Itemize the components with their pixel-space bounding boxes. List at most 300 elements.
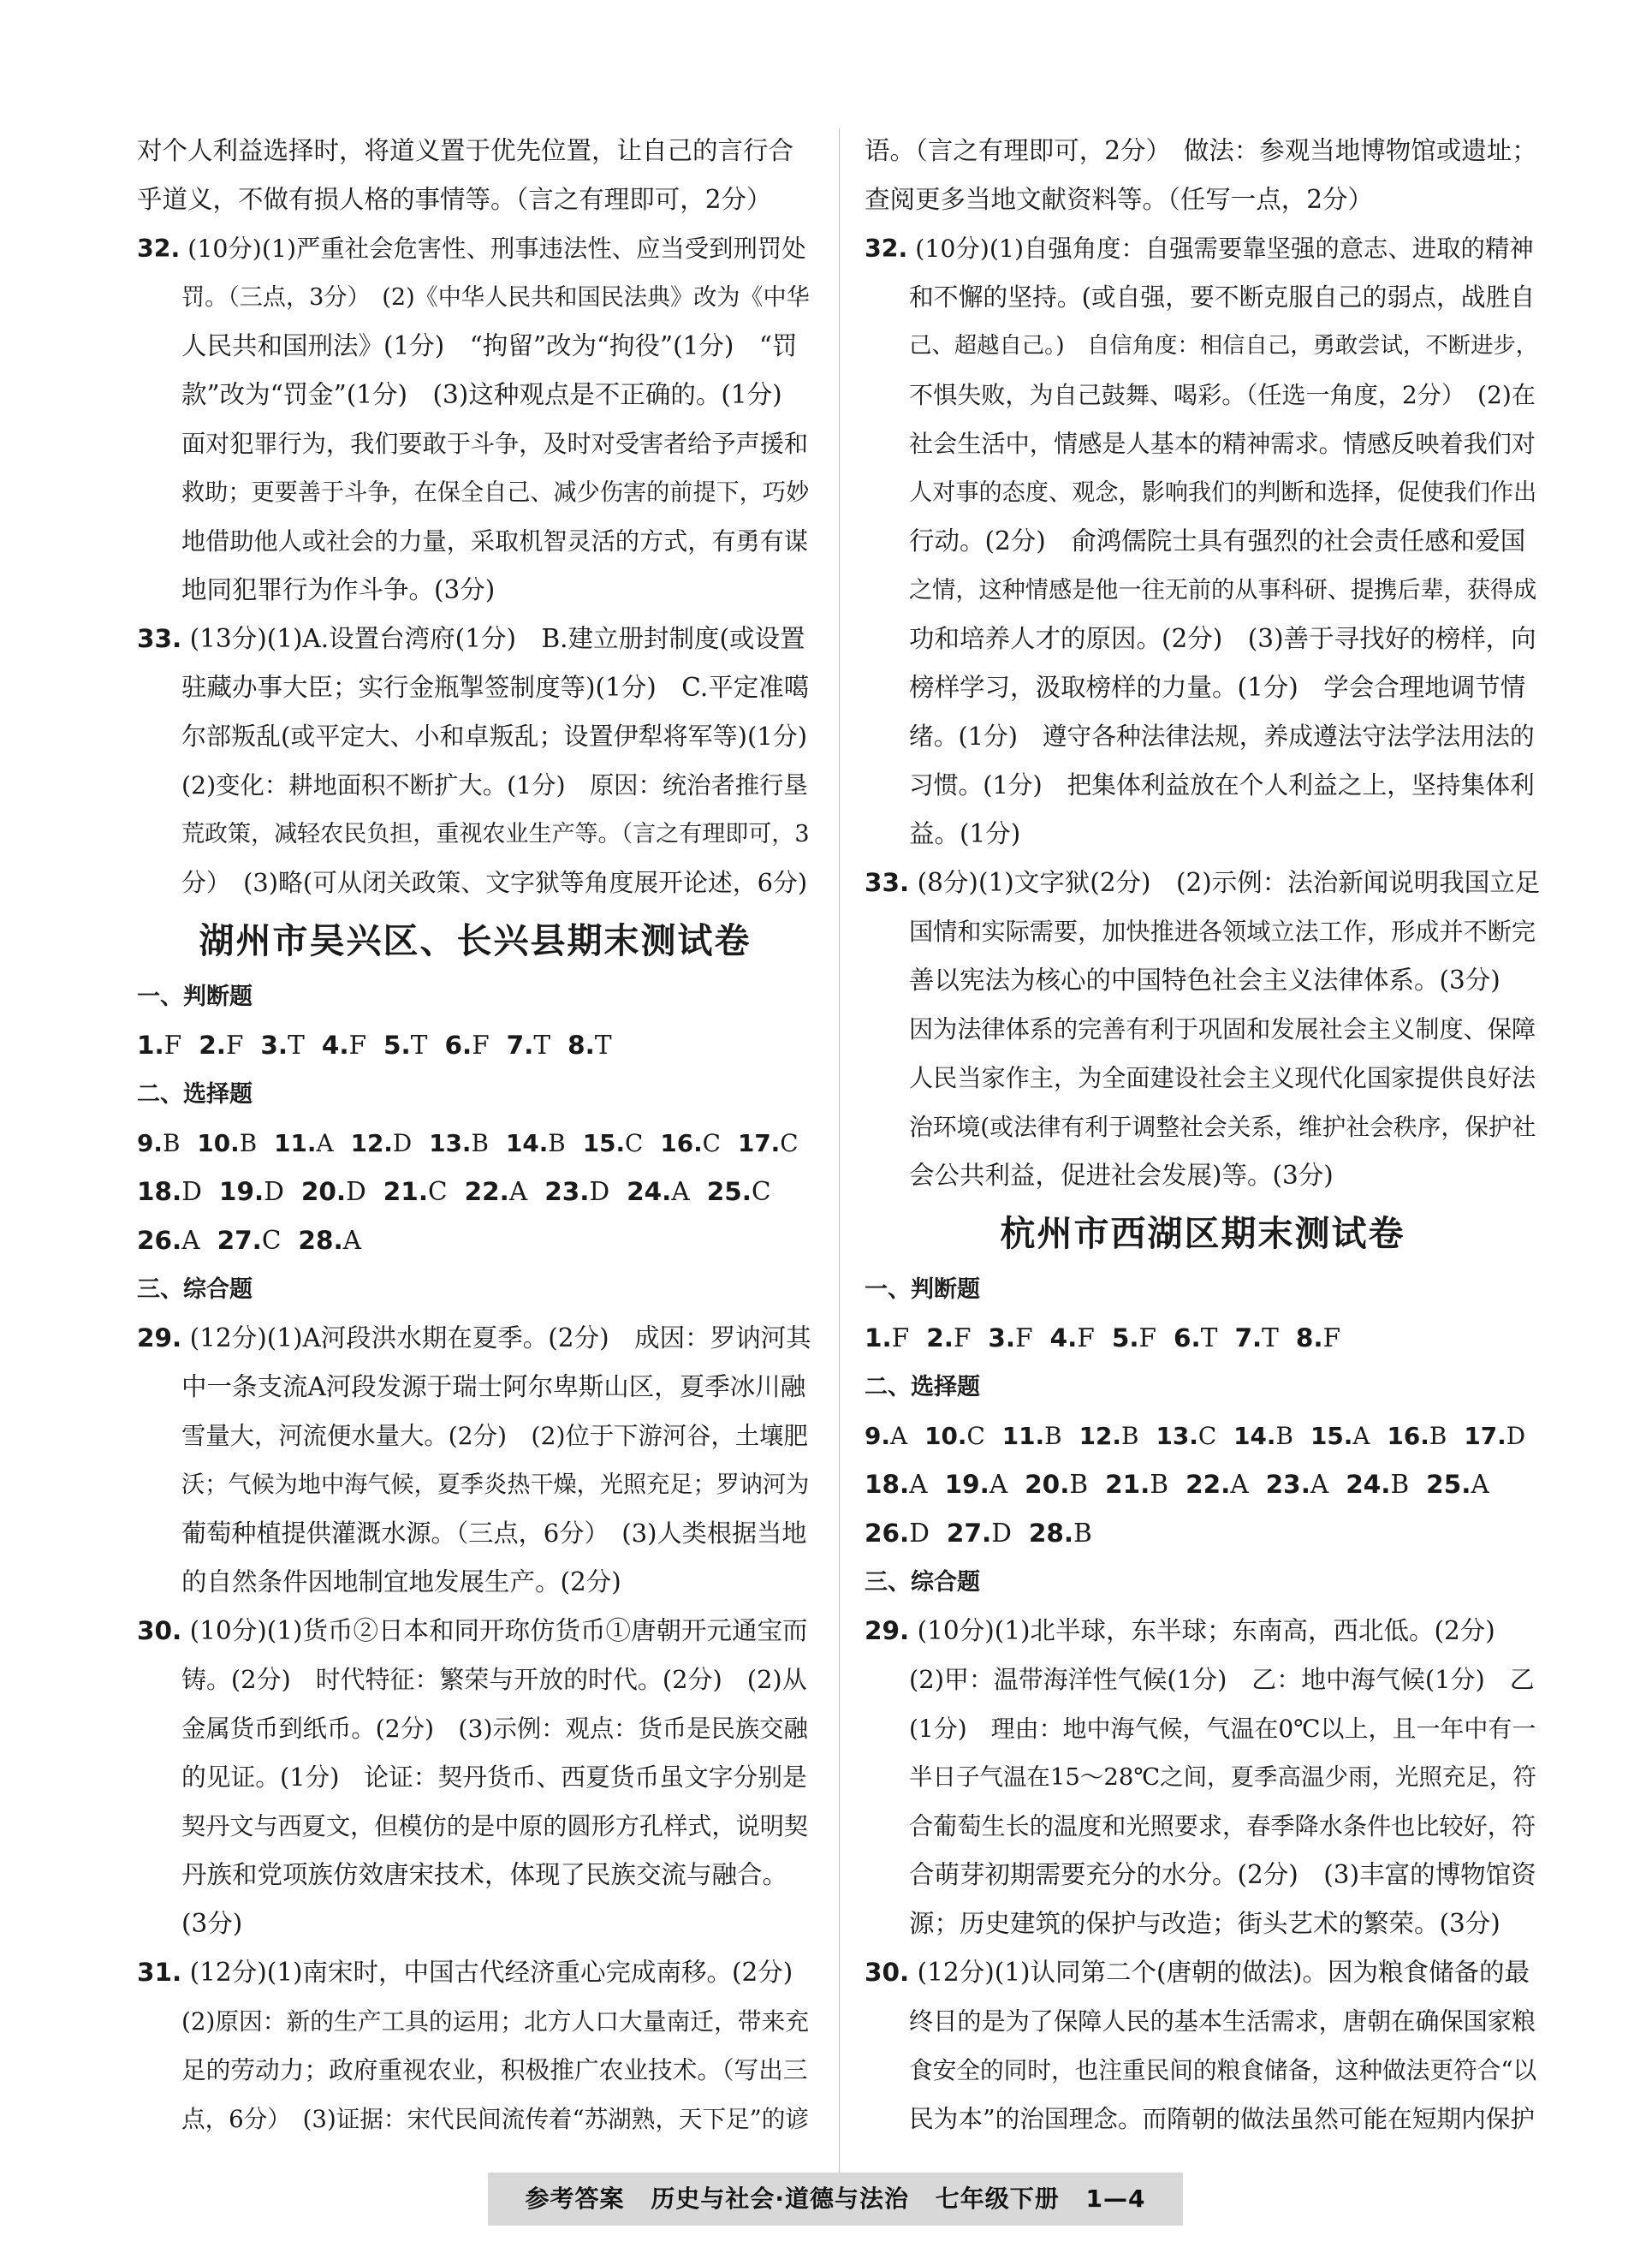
answer-key-number: 17. [737,1129,781,1157]
answer-key-value: B [471,1129,489,1157]
answer-key-item [274,1119,333,1168]
answer-key-item [627,1168,690,1216]
answer-text: 沃；气候为地中海气候，夏季炎热干燥，光照充足；罗讷河为 [181,1471,810,1498]
answer-key-value: A [1352,1422,1370,1450]
answer-key-value: A [889,1422,908,1450]
answer-text: 尔部叛乱(或平定大、小和卓叛乱；设置伊犁将军等)(1分) [181,722,808,751]
answer-key-item [1233,1412,1293,1460]
answer-text: 社会生活中，情感是人基本的精神需求。情感反映着我们对 [909,430,1536,458]
answer-key-number: 25. [1426,1470,1471,1499]
answer-key-item [444,1021,489,1070]
answer-text: (10分)(1)严重社会危害性、刑事违法性、应当受到刑罚处 [187,235,806,263]
answer-text: 食安全的同时，也注重民间的粮食储备，这种做法更符合“以 [909,2056,1537,2084]
answer-text: 善以宪法为核心的中国特色社会主义法律体系。(3分) [909,966,1500,995]
exam-title: 杭州市西湖区期末测试卷 [1000,1213,1405,1254]
answer-key-value: D [346,1177,366,1206]
answer-line [865,615,1541,663]
answer-key-item [1296,1314,1340,1363]
answer-key-number: 17. [1464,1422,1506,1450]
answer-text: 的自然条件因地制宜地发展生产。(2分) [181,1567,621,1596]
answer-key-number: 5. [1111,1323,1139,1352]
answer-text: 会公共利益，促进社会发展)等。(3分) [909,1161,1334,1190]
answer-line [865,663,1541,712]
answer-key-item [1156,1412,1216,1460]
footer-subject: 历史与社会·道德与法治 [651,2185,909,2213]
answer-key-number: 28. [298,1226,343,1255]
answer-key-value: A [342,1226,361,1255]
answer-text: (12分)(1)南宋时，中国古代经济重心完成南移。(2分) [189,1958,793,1987]
answer-text: 不惧失败，为自己鼓舞、喝彩。（任选一角度，2分） (2)在 [909,381,1536,409]
answer-text: 分） (3)略(可从闭关政策、文字狱等角度展开论述，6分) [181,868,808,897]
answer-key-value: A [1310,1470,1329,1499]
answer-text: 点，6分） (3)证据：宋代民间流传着“苏湖熟，天下足”的谚 [181,2105,809,2133]
answer-key-number: 12. [1079,1422,1121,1450]
text-line: 乎道义，不做有损人格的事情等。（言之有理即可，2分） [137,185,772,214]
answer-key-value: F [163,1031,182,1060]
answer-line [865,712,1541,761]
section-heading-comprehensive: 三、综合题 [137,1276,253,1303]
answer-key-item [506,1119,566,1168]
answer-line [865,1054,1541,1103]
answer-key-item [1346,1460,1409,1509]
answer-line [137,322,813,371]
answer-text: 契丹文与西夏文，但模仿的是中原的圆形方孔样式，说明契 [181,1812,809,1840]
question-number: 29. [865,1616,910,1645]
answer-key-number: 3. [988,1323,1016,1352]
answer-line [865,1753,1541,1802]
answer-line [865,273,1541,322]
answer-key-value: D [991,1519,1012,1548]
answer-line [865,859,1541,907]
answer-key-number: 11. [274,1129,317,1157]
answer-key-item [465,1168,528,1216]
answer-text: 源；历史建筑的保护与改造；街头艺术的繁荣。(3分) [909,1909,1500,1938]
answer-key-value: F [1322,1323,1341,1352]
answer-key-value: B [1150,1470,1169,1499]
answer-key-value: C [966,1422,985,1450]
question-number: 30. [865,1958,910,1987]
answer-key-item [926,1314,971,1363]
answer-key-item [865,1509,930,1558]
answer-key-value: D [1506,1422,1526,1450]
answer-key-number: 24. [1346,1470,1391,1499]
text-line: 语。（言之有理即可，2分） 做法：参观当地博物馆或遗址； [865,136,1537,165]
answer-key-value: B [1120,1422,1139,1450]
answer-key-number: 7. [506,1031,534,1060]
answer-key-value: A [671,1177,690,1206]
answer-line [137,761,813,810]
answer-key-row [137,1119,813,1168]
answer-line [137,1607,813,1656]
answer-key-item [660,1119,721,1168]
answer-line [865,322,1541,371]
answer-text: 和不懈的坚持。(或自强，要不断克服自己的弱点，战胜自 [909,282,1536,312]
answer-line [137,810,813,859]
answer-key-number: 1. [137,1031,164,1060]
answer-key-number: 2. [926,1323,954,1352]
answer-key-value: C [625,1129,644,1157]
question-32 [137,224,813,615]
answer-text: 功和培养人才的原因。(2分) (3)善于寻找好的榜样，向 [909,624,1536,653]
answer-line [137,1460,813,1509]
question-number: 32. [137,235,181,263]
answer-key-number: 16. [660,1129,703,1157]
answer-key-number: 18. [865,1470,910,1499]
answer-text: 面对犯罪行为，我们要敢于斗争，及时对受害者给予声援和 [181,430,809,458]
answer-line [137,1704,813,1753]
question-number: 33. [865,868,910,897]
answer-text: 人对事的态度、观念，影响我们的判断和选择，促使我们作出 [909,479,1537,506]
answer-key-number: 9. [137,1129,163,1157]
answer-key-value: T [288,1031,305,1060]
answer-line [137,371,813,419]
answer-text: 治环境(或法律有利于调整社会关系，维护社会秩序，保护社 [909,1113,1536,1141]
answer-line [865,1899,1541,1948]
answer-line [865,224,1541,273]
answer-key-item [924,1412,985,1460]
answer-line [865,761,1541,810]
answer-text: 合葡萄生长的温度和光照要求，春季降水条件也比较好，符 [909,1812,1536,1840]
text-line: 对个人利益选择时，将道义置于优先位置，让自己的言行合 [137,136,794,165]
answer-key-number: 14. [505,1129,549,1157]
answer-text: 民为本”的治国理念。而隋朝的做法虽然可能在短期内保护 [909,2104,1536,2133]
answer-key-value: F [1138,1323,1157,1352]
answer-key-value: F [1077,1323,1095,1352]
answer-text: 己、超越自己。) 自信角度：相信自己，勇敢尝试，不断进步， [909,333,1539,359]
answer-text: 国情和实际需要，加快推进各领域立法工作，形成并不断完 [909,918,1536,946]
answer-key-value: A [1230,1470,1249,1499]
question-number: 33. [137,624,182,653]
answer-line [137,1997,813,2046]
answer-text: (10分)(1)货币②日本和同开珎仿货币①唐朝开元通宝而 [189,1616,808,1645]
answer-text: 终目的是为了保障人民的基本生活需求，唐朝在确保国家粮 [909,2007,1536,2036]
answer-line [865,1656,1541,1704]
answer-text: 救助；更要善于斗争，在保全自己、减少伤害的前提下，巧妙 [181,479,810,506]
answer-line [137,224,813,273]
answer-key-number: 19. [218,1177,264,1206]
answer-key-value: B [548,1129,566,1157]
answer-key-row [137,1021,813,1070]
section-heading-choice: 二、选择题 [137,1081,253,1108]
answer-key-value: F [953,1323,972,1352]
answer-key-value: B [1044,1422,1062,1450]
answer-key-row [137,1216,813,1265]
answer-text: 习惯。(1分) 把集体利益放在个人利益之上，坚持集体利 [909,770,1535,800]
question-number: 32. [865,235,908,263]
answer-line [865,1851,1541,1899]
answer-key-item [383,1021,427,1070]
answer-key-item [137,1216,200,1265]
answer-key-number: 20. [1025,1470,1070,1499]
answer-text: 地同犯罪行为作斗争。(3分) [181,575,496,604]
answer-line [865,1948,1541,1997]
answer-key-number: 15. [582,1129,626,1157]
answer-key-item [1112,1314,1156,1363]
question-31 [137,1948,813,2143]
answer-key-value: B [1069,1470,1089,1499]
answer-key-value: C [702,1129,721,1157]
answer-key-value: C [261,1226,282,1255]
answer-key-item [197,1119,257,1168]
answer-key-item [865,1460,928,1509]
answer-text: 足的劳动力；政府重视农业，积极推广农业技术。（写出三 [181,2055,808,2084]
answer-line [865,1005,1541,1054]
exam-title: 湖州市吴兴区、长兴县期末测试卷 [199,920,752,961]
answer-text: (12分)(1)认同第二个(唐朝的做法)。因为粮食储备的最 [917,1958,1530,1987]
answer-text: 驻藏办事大臣；实行金瓶掣签制度等)(1分) C.平定准噶 [181,673,810,702]
answer-key-number: 20. [300,1177,347,1206]
answer-key-number: 5. [383,1031,411,1060]
answer-text: 榜样学习，汲取榜样的力量。(1分) 学会合理地调节情 [909,673,1526,702]
answer-key-value: F [348,1031,367,1060]
answer-key-value: F [472,1031,490,1060]
question-30 [865,1948,1541,2143]
answer-line [137,615,813,663]
answer-text: (2)变化：耕地面积不断扩大。(1分) 原因：统治者推行垦 [181,771,808,800]
answer-key-item [1025,1460,1088,1509]
answer-text: 丹族和党项族仿效唐宋技术，体现了民族交流与融合。 [181,1860,788,1889]
answer-key-item [301,1168,366,1216]
answer-line [137,2095,813,2143]
answer-key-item [1310,1412,1370,1460]
section-heading-choice: 二、选择题 [865,1374,980,1400]
answer-key-item [1174,1314,1217,1363]
answer-text: (2)甲：温带海洋性气候(1分) 乙：地中海气候(1分) 乙 [909,1665,1535,1694]
answer-text: 行动。(2分) 俞鸿儒院士具有强烈的社会责任感和爱国 [909,526,1526,556]
answer-key-item [219,1168,284,1216]
answer-key-number: 4. [321,1031,349,1060]
answer-text: (8分)(1)文字狱(2分) (2)示例：法治新闻说明我国立足 [917,868,1541,897]
answer-key-item [507,1021,550,1070]
answer-key-number: 8. [1295,1323,1323,1352]
question-33 [865,859,1541,1200]
answer-key-number: 23. [544,1177,590,1206]
answer-line [865,907,1541,956]
answer-text: 绪。(1分) 遵守各种法律法规，养成遵法守法学法用法的 [909,722,1535,751]
answer-text: 益。(1分) [909,819,1021,848]
answer-key-value: T [533,1031,551,1060]
answer-text: 合萌芽初期需要充分的水分。(2分) (3)丰富的博物馆资 [909,1860,1536,1889]
answer-key-number: 1. [865,1323,892,1352]
answer-key-value: D [909,1519,930,1548]
answer-line [137,1412,813,1460]
answer-key-value: T [594,1031,612,1060]
answer-key-item [544,1168,609,1216]
answer-key-item [137,1119,180,1168]
answer-key-item [260,1021,304,1070]
question-number: 31. [137,1958,182,1987]
answer-key-number: 10. [924,1422,967,1450]
answer-key-item [1050,1314,1095,1363]
answer-text: 铸。(2分) 时代特征：繁荣与开放的时代。(2分) (2)从 [181,1665,807,1694]
answer-key-item [1105,1460,1168,1509]
section-heading-comprehensive: 三、综合题 [865,1569,980,1596]
left-column [137,127,813,2143]
answer-key-value: C [780,1129,799,1157]
answer-key-value: C [428,1177,448,1206]
answer-key-value: B [1073,1519,1092,1548]
answer-key-number: 27. [946,1519,992,1548]
answer-text: (13分)(1)A.设置台湾府(1分) B.建立册封制度(或设置 [189,624,805,653]
answer-text: (1分) 理由：地中海气候，气温在0℃以上，且一年中有一 [909,1715,1536,1743]
answer-key-item [429,1119,489,1168]
answer-key-item [738,1119,799,1168]
question-29 [865,1607,1541,1948]
answer-key-value: F [891,1323,910,1352]
answer-text: 雪量大，河流便水量大。(2分) (2)位于下游河谷，土壤肥 [181,1422,808,1450]
answer-line [137,859,813,907]
answer-key-value: A [181,1226,200,1255]
answer-key-number: 26. [865,1519,910,1548]
answer-line [865,1802,1541,1851]
answer-key-item [1029,1509,1092,1558]
answer-line [137,1802,813,1851]
answer-text: 罚。（三点，3分） (2)《中华人民共和国民法典》改为《中华 [181,284,810,311]
answer-key-value: A [909,1470,928,1499]
answer-key-number: 25. [706,1177,752,1206]
answer-text: 半日子气温在15～28℃之间，夏季高温少雨，光照充足，符 [909,1763,1536,1791]
question-33 [137,615,813,907]
answer-key-number: 13. [1156,1422,1198,1450]
answer-key-item [137,1168,202,1216]
page-footer [488,2173,1183,2226]
answer-key-item [1387,1412,1447,1460]
footer-label: 参考答案 [525,2185,625,2213]
answer-line [137,517,813,566]
answer-line [137,1656,813,1704]
answer-key-number: 2. [199,1031,226,1060]
answer-key-value: F [1015,1323,1033,1352]
answer-key-value: C [751,1177,771,1206]
answer-line [865,566,1541,615]
answer-line [865,1103,1541,1151]
answer-key-value: F [225,1031,244,1060]
answer-text: (10分)(1)自强角度：自强需要靠坚强的意志、进取的精神 [915,235,1534,263]
answer-key-value: T [1262,1323,1279,1352]
answer-key-number: 4. [1049,1323,1078,1352]
answer-text: 的见证。(1分) 论证：契丹货币、西夏货币虽文字分别是 [181,1763,807,1792]
answer-line [137,273,813,322]
answer-key-item [351,1119,413,1168]
answer-key-value: C [1197,1422,1217,1450]
answer-key-value: B [239,1129,258,1157]
answer-line [865,1997,1541,2046]
answer-key-item [137,1021,181,1070]
column-divider [839,128,840,2174]
answer-line [137,1948,813,1997]
answer-key-item [945,1460,1008,1509]
answer-line [865,1704,1541,1753]
answer-line [137,1753,813,1802]
answer-key-number: 26. [137,1226,182,1255]
answer-text: 款”改为“罚金”(1分) (3)这种观点是不正确的。(1分) [181,380,782,409]
answer-key-value: T [410,1031,428,1060]
answer-line [137,712,813,761]
answer-key-value: A [508,1177,528,1206]
question-29 [137,1314,813,1607]
answer-key-number: 16. [1387,1422,1429,1450]
answer-text: (3分) [181,1909,243,1938]
answer-key-item [988,1314,1032,1363]
answer-key-item [865,1412,907,1460]
answer-key-item [1426,1460,1489,1509]
answer-key-number: 24. [627,1177,672,1206]
answer-text: 荒政策，减轻农民负担，重视农业生产等。（言之有理即可，3 [181,821,810,847]
answer-key-number: 22. [464,1177,509,1206]
answer-key-item [707,1168,771,1216]
answer-line [137,1314,813,1363]
answer-key-item [383,1168,448,1216]
answer-key-value: B [1390,1470,1410,1499]
answer-line [865,371,1541,419]
answer-line [865,810,1541,859]
answer-key-number: 13. [429,1129,472,1157]
answer-line [865,517,1541,566]
answer-key-number: 6. [1174,1323,1201,1352]
answer-text: 人民共和国刑法》(1分) “拘留”改为“拘役”(1分) “罚 [181,331,798,360]
answer-key-number: 12. [350,1129,393,1157]
answer-key-number: 28. [1028,1519,1074,1548]
answer-text: (10分)(1)北半球，东半球；东南高，西北低。(2分) [917,1616,1495,1645]
answer-text: 地借助他人或社会的力量，采取机智灵活的方式，有勇有谋 [181,527,809,556]
answer-key-item [1464,1412,1525,1460]
answer-key-number: 15. [1310,1422,1353,1450]
answer-key-number: 21. [383,1177,429,1206]
answer-key-number: 22. [1186,1470,1231,1499]
answer-key-item [217,1216,282,1265]
footer-grade: 七年级下册 [935,2185,1060,2213]
answer-key-value: D [264,1177,284,1206]
answer-line [865,1607,1541,1656]
answer-text: (2)原因：新的生产工具的运用；北方人口大量南迁，带来充 [181,2007,810,2036]
answer-line [137,419,813,468]
answer-text: 中一条支流A河段发源于瑞士阿尔卑斯山区，夏季冰川融 [181,1372,806,1401]
answer-key-row [865,1314,1541,1363]
answer-key-number: 7. [1234,1323,1263,1352]
section-heading-judge: 一、判断题 [137,984,253,1010]
answer-key-item [1079,1412,1139,1460]
answer-key-number: 8. [568,1031,595,1060]
question-number: 29. [137,1323,182,1352]
answer-key-item [1002,1412,1062,1460]
answer-key-value: T [1200,1323,1218,1352]
answer-line [137,1509,813,1558]
text-line: 查阅更多当地文献资料等。（任写一点，2分） [865,185,1374,214]
answer-key-row [865,1460,1541,1509]
answer-key-item [1186,1460,1249,1509]
answer-key-number: 3. [260,1031,288,1060]
answer-line [865,419,1541,468]
right-column [865,127,1541,2143]
answer-key-number: 21. [1105,1470,1150,1499]
answer-key-value: D [392,1129,413,1157]
answer-line [865,956,1541,1005]
answer-line [137,468,813,517]
answer-key-value: A [989,1470,1008,1499]
section-heading-judge: 一、判断题 [865,1276,980,1303]
answer-key-item [583,1119,644,1168]
answer-key-number: 14. [1233,1422,1276,1450]
answer-line [865,2046,1541,2095]
answer-key-value: B [162,1129,181,1157]
answer-key-item [1266,1460,1329,1509]
answer-key-row [865,1412,1541,1460]
answer-key-value: D [589,1177,610,1206]
answer-line [137,663,813,712]
answer-line [865,1151,1541,1200]
answer-text: 人民当家作主，为全面建设社会主义现代化国家提供良好法 [909,1064,1536,1092]
answer-line [137,566,813,615]
